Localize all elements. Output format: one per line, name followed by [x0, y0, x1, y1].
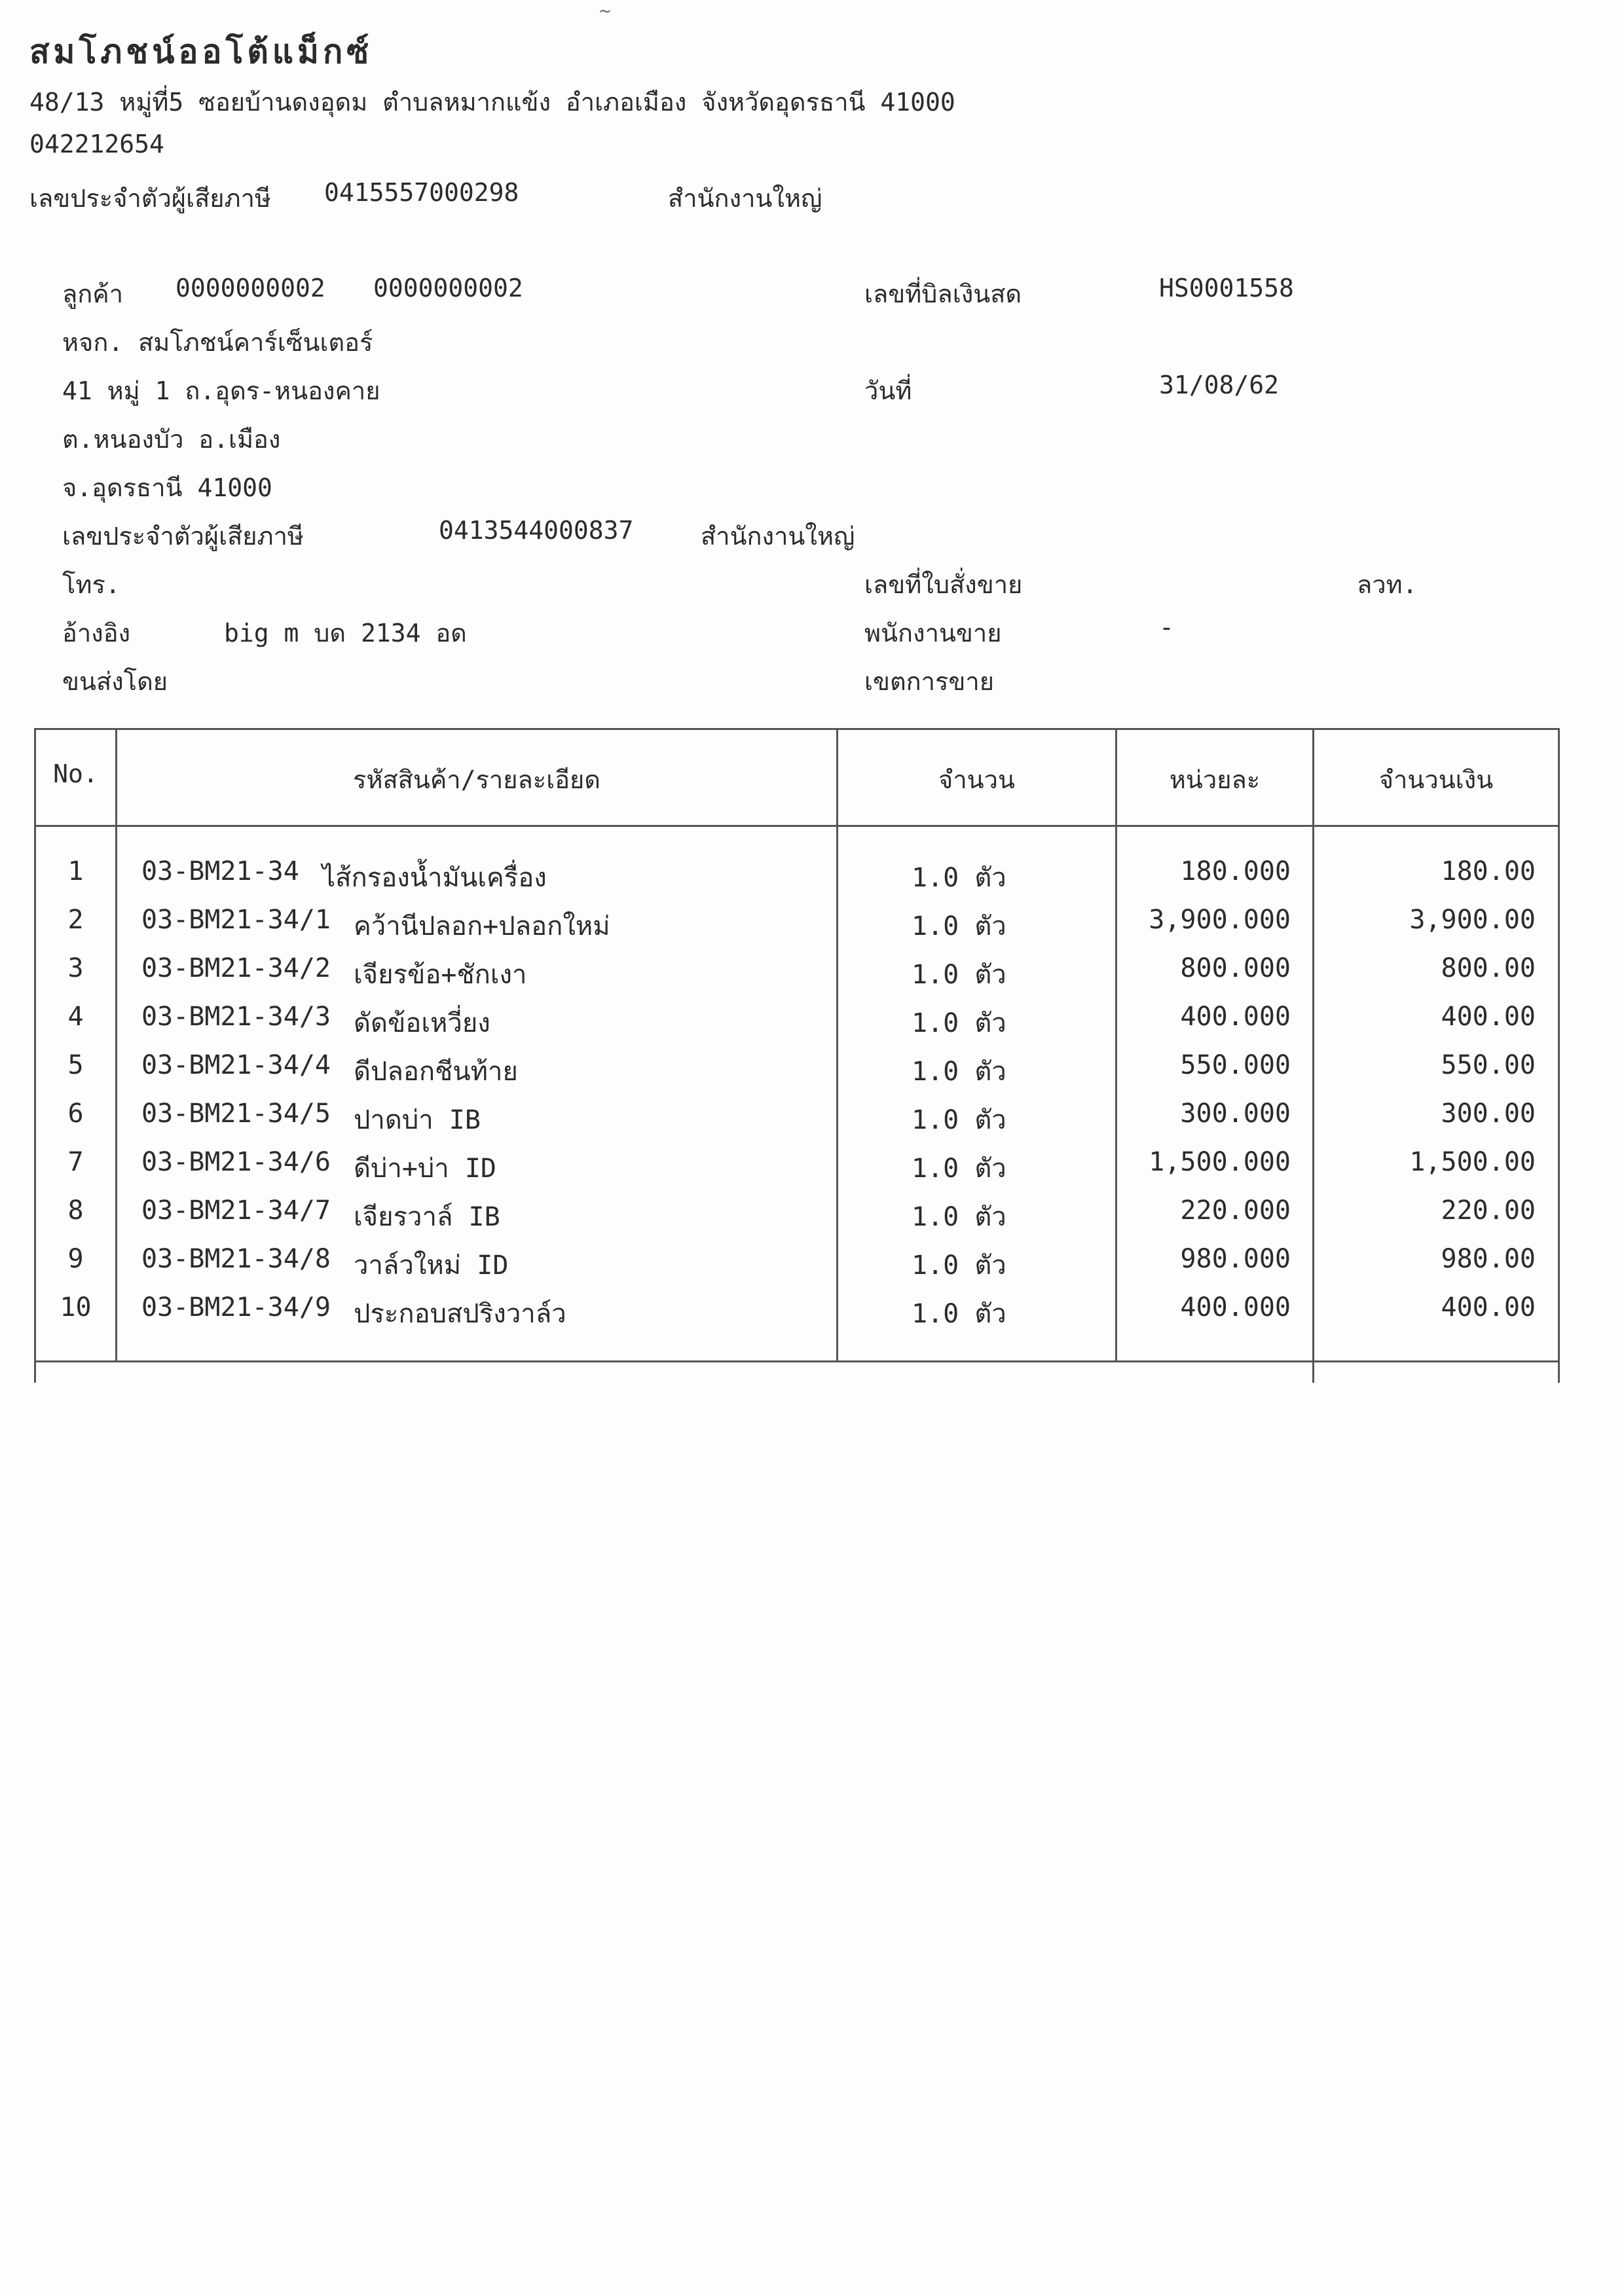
row-unit-price: 400.000 — [1180, 1002, 1291, 1032]
row-description: ดีบ่า+บ่า ID — [354, 1154, 497, 1184]
row-amount: 400.00 — [1441, 1002, 1536, 1032]
row-qty: 1.0 ตัว — [912, 960, 1006, 990]
company-branch: สำนักงานใหญ่ — [668, 184, 822, 213]
row-no: 2 — [67, 905, 84, 935]
row-code: 03-BM21-34 — [141, 856, 299, 886]
row-code: 03-BM21-34/5 — [141, 1099, 331, 1129]
customer-address-3: จ.อุดรธานี 41000 — [62, 473, 272, 502]
row-unit-price: 1,500.000 — [1149, 1147, 1291, 1177]
customer-address-1: 41 หมู่ 1 ถ.อุดร-หนองคาย — [62, 376, 380, 405]
row-description: ดัดข้อเหวี่ยง — [354, 1008, 490, 1038]
header-qty: จำนวน — [938, 765, 1015, 794]
table-right-border — [1558, 728, 1560, 1383]
row-code: 03-BM21-34/2 — [141, 953, 331, 983]
row-no: 6 — [67, 1099, 84, 1129]
customer-phone-label: โทร. — [62, 570, 120, 599]
row-unit-price: 220.000 — [1180, 1195, 1291, 1226]
row-qty: 1.0 ตัว — [912, 1154, 1006, 1184]
company-name: สมโภชน์ออโต้แม็กซ์ — [29, 32, 373, 71]
row-amount: 180.00 — [1441, 856, 1536, 886]
salesperson-label: พนักงานขาย — [864, 619, 1002, 647]
table-header-border — [34, 825, 1560, 827]
reference-label: อ้างอิง — [62, 619, 131, 647]
row-qty: 1.0 ตัว — [912, 1057, 1006, 1087]
customer-tax-label: เลขประจำตัวผู้เสียภาษี — [62, 522, 304, 551]
sales-area-label: เขตการขาย — [864, 667, 994, 696]
row-description: วาล์วใหม่ ID — [354, 1250, 509, 1281]
table-col-divider-2 — [836, 728, 838, 1362]
row-no: 1 — [67, 856, 84, 886]
row-amount: 550.00 — [1441, 1050, 1536, 1080]
row-amount: 3,900.00 — [1409, 905, 1536, 935]
company-phone: 042212654 — [29, 130, 164, 158]
row-unit-price: 980.000 — [1180, 1244, 1291, 1274]
row-code: 03-BM21-34/9 — [141, 1292, 331, 1322]
customer-code-2: 0000000002 — [373, 274, 523, 302]
row-description: ประกอบสปริงวาล์ว — [354, 1299, 566, 1329]
row-amount: 1,500.00 — [1409, 1147, 1536, 1177]
row-no: 7 — [67, 1147, 84, 1177]
row-no: 4 — [67, 1002, 84, 1032]
row-description: ไส้กรองน้ำมันเครื่อง — [322, 863, 547, 893]
row-unit-price: 3,900.000 — [1149, 905, 1291, 935]
shipping-label: ขนส่งโดย — [62, 667, 168, 696]
sales-order-label: เลขที่ใบสั่งขาย — [864, 570, 1023, 599]
row-description: คว้านีปลอก+ปลอกใหม่ — [354, 911, 610, 941]
reference-value: big m บด 2134 อด — [224, 619, 467, 647]
customer-code-1: 0000000002 — [175, 274, 325, 302]
row-qty: 1.0 ตัว — [912, 1299, 1006, 1329]
table-top-border — [34, 728, 1560, 730]
date-label: วันที่ — [864, 376, 912, 405]
row-no: 8 — [67, 1195, 84, 1226]
company-tax-id: 0415557000298 — [324, 178, 519, 207]
header-item: รหัสสินค้า/รายละเอียด — [353, 765, 600, 794]
row-description: ปาดบ่า IB — [354, 1105, 481, 1135]
customer-name: หจก. สมโภชน์คาร์เซ็นเตอร์ — [62, 328, 373, 357]
table-body-bottom-border — [34, 1360, 1560, 1362]
header-amount: จำนวนเงิน — [1378, 765, 1494, 794]
row-no: 10 — [60, 1292, 92, 1322]
cash-bill-number: HS0001558 — [1159, 274, 1294, 302]
row-qty: 1.0 ตัว — [912, 1105, 1006, 1135]
row-qty: 1.0 ตัว — [912, 1008, 1006, 1038]
row-amount: 400.00 — [1441, 1292, 1536, 1322]
row-description: เจียรวาล์ IB — [354, 1202, 500, 1232]
row-code: 03-BM21-34/6 — [141, 1147, 331, 1177]
row-code: 03-BM21-34/8 — [141, 1244, 331, 1274]
salesperson-value: - — [1159, 613, 1174, 642]
row-no: 3 — [67, 953, 84, 983]
row-description: เจียรข้อ+ชักเงา — [354, 960, 527, 990]
row-code: 03-BM21-34/7 — [141, 1195, 331, 1226]
row-description: ดีปลอกชีนท้าย — [354, 1057, 518, 1087]
row-amount: 980.00 — [1441, 1244, 1536, 1274]
header-no: No. — [53, 759, 98, 788]
row-amount: 220.00 — [1441, 1195, 1536, 1226]
sales-order-code: ลวท. — [1357, 570, 1418, 599]
row-unit-price: 400.000 — [1180, 1292, 1291, 1322]
row-qty: 1.0 ตัว — [912, 863, 1006, 893]
row-amount: 300.00 — [1441, 1099, 1536, 1129]
customer-branch: สำนักงานใหญ่ — [701, 522, 855, 551]
cash-bill-label: เลขที่บิลเงินสด — [864, 280, 1022, 308]
row-unit-price: 800.000 — [1180, 953, 1291, 983]
row-no: 9 — [67, 1244, 84, 1274]
customer-address-2: ต.หนองบัว อ.เมือง — [62, 425, 281, 454]
row-unit-price: 300.000 — [1180, 1099, 1291, 1129]
row-no: 5 — [67, 1050, 84, 1080]
company-tax-label: เลขประจำตัวผู้เสียภาษี — [29, 184, 271, 213]
row-qty: 1.0 ตัว — [912, 1250, 1006, 1281]
row-qty: 1.0 ตัว — [912, 911, 1006, 941]
customer-label: ลูกค้า — [62, 280, 124, 308]
row-amount: 800.00 — [1441, 953, 1536, 983]
row-code: 03-BM21-34/3 — [141, 1002, 331, 1032]
bill-date: 31/08/62 — [1159, 371, 1280, 399]
row-code: 03-BM21-34/1 — [141, 905, 331, 935]
row-unit-price: 180.000 — [1180, 856, 1291, 886]
table-col-divider-1 — [115, 728, 117, 1362]
header-unit-price: หน่วยละ — [1169, 765, 1261, 794]
scan-mark: ~ — [599, 0, 612, 23]
company-address: 48/13 หมู่ที่5 ซอยบ้านดงอุดม ตำบลหมากแข้ง อำเภอเมือง จังหวัดอุดรธานี 41000 — [29, 88, 955, 117]
row-unit-price: 550.000 — [1180, 1050, 1291, 1080]
row-code: 03-BM21-34/4 — [141, 1050, 331, 1080]
customer-tax-id: 0413544000837 — [439, 516, 634, 545]
row-qty: 1.0 ตัว — [912, 1202, 1006, 1232]
